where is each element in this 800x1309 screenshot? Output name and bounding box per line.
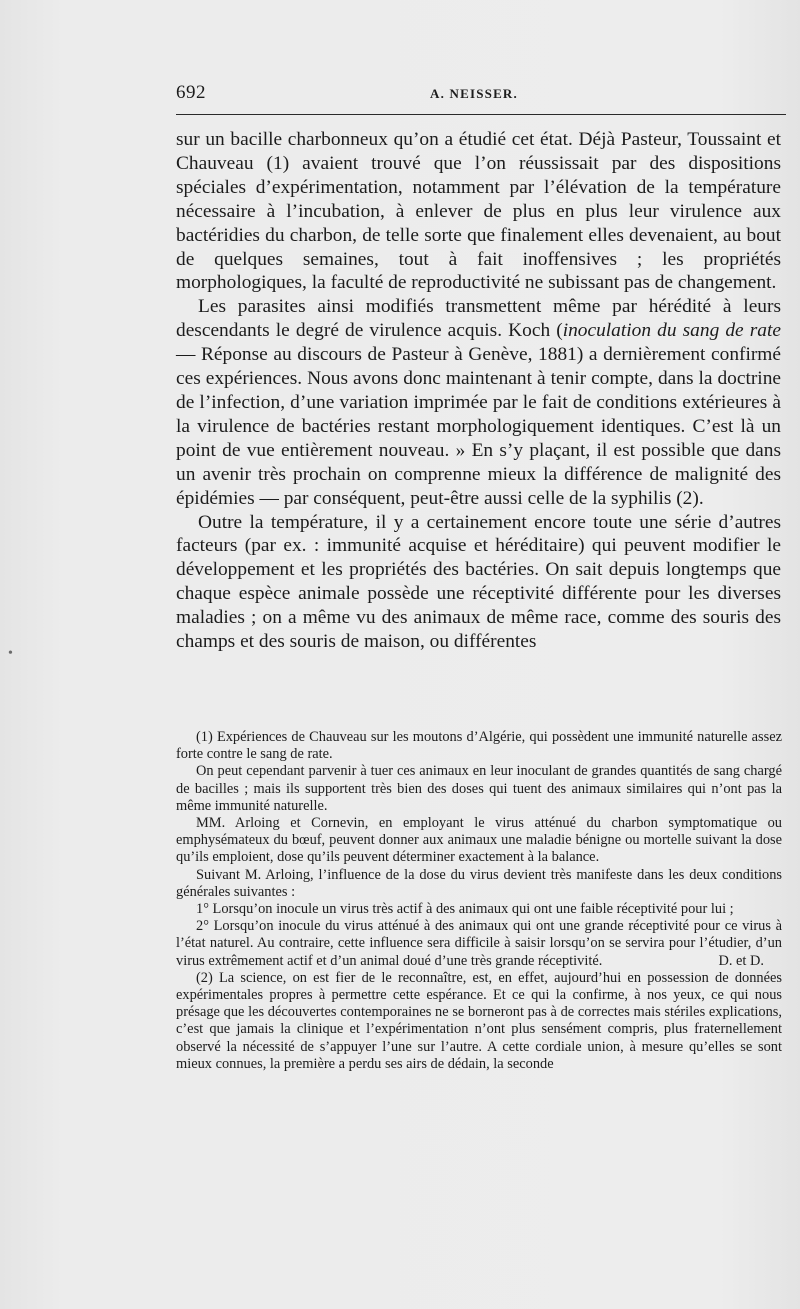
paragraph-2-part-a: Les parasites ainsi modifiés transmettent même par hérédité à leurs descendants le degré de virulence acquis. Koch ( [176,296,781,342]
footnote-1-cont-c: Suivant M. Arloing, l’influence de la dose du virus devient très manifeste dans les deux conditions générales suivantes : [176,866,782,900]
page-number: 692 [176,82,206,103]
paragraph-2-part-b: — Réponse au discours de Pasteur à Genève, 1881) a dernièrement confirmé ces expériences. Nous avons donc maintenant à tenir compte, dans la doctrine de l’infection, d’une variation imprimée par le fait de conditions extérieures à la virulence de bactéries restant morphologiquement identiques. C’est là un point de vue entièrement nouveau. » En s’y plaçant, il est possible que dans un avenir très prochain on comprenne mieux la différence de malignité des épidémies — par conséquent, peut-être aussi celle de la syphilis (2). [176,344,781,509]
footnote-1-cont-a: On peut cependant parvenir à tuer ces animaux en leur inoculant de grandes quantités de sang chargé de bacilles ; mais ils supportent très bien des doses qui tuent des animaux similaires qui n’ont pas la même immunité naturelle. [176,763,782,814]
paragraph-3: Outre la température, il y a certainement encore toute une série d’autres facteurs (par ex. : immunité acquise et héréditaire) qui peuvent modifier le développement et les propriétés des bactéries. On sait depuis longtemps que chaque espèce animale possède une réceptivité différente pour les diverses maladies ; on a même vu des animaux de même race, comme des souris des champs et des souris de maison, ou différentes [176,511,781,653]
running-head: A. NEISSER. [430,86,518,101]
footnote-1: (1) Expériences de Chauveau sur les moutons d’Algérie, qui possèdent une immunité naturelle assez forte contre le sang de rate. [176,729,782,763]
paragraph-1: sur un bacille charbonneux qu’on a étudié cet état. Déjà Pasteur, Toussaint et Chauveau (1) avaient trouvé que l’on réussissait par des dispositions spéciales d’expérimentation, notamment par l’élévation de la température nécessaire à l’incubation, à enlever de plus en plus leur virulence aux bactéridies du charbon, de telle sorte que finalement elles devenaient, au bout de quelques semaines, tout à fait inoffensives ; les propriétés morphologiques, la faculté de reproductivité ne subissant pas de changement. [176,129,781,294]
paragraph-2 [176,295,781,510]
footnote-2: (2) La science, on est fier de le reconnaître, est, en effet, aujourd’hui en possession de données expérimentales propres à permettre cette espérance. Et ce qui la confirme, à nos yeux, ce qui nous présage que les découvertes contemporaines ne se borneront pas à de correctes mais stériles explications, c’est que jamais la clinique et l’expérimentation n’ont plus sensément compris, plus fraternellement observé la nécessité de s’appuyer l’une sur l’autre. A cette cordiale union, à mesure qu’elles se sont mieux connues, la première a perdu ses airs de dédain, la seconde [176,969,782,1072]
main-text [176,128,781,654]
header-rule [176,114,786,115]
page-header [176,82,782,108]
margin-mark: • [8,646,13,661]
paragraph-2-italic: inoculation du sang de rate [562,320,781,342]
footnote-1-item-2: 2° Lorsqu’on inocule du virus atténué à des animaux qui ont une grande réceptivité pour ce virus à l’état naturel. Au contraire, cette influence sera difficile à saisir lorsqu’on se servira pour l’étudier, d’un virus extrêmement actif et d’un animal doué d’une très grande réceptivité. [176,918,782,969]
footnote-signature: D. et D. [718,952,764,969]
footnote-1-cont-b: MM. Arloing et Cornevin, en employant le virus atténué du charbon symptomatique ou emphysémateux du bœuf, peuvent donner aux animaux une maladie bénigne ou mortelle suivant la dose qu’ils emploient, dose qu’ils peuvent déterminer exactement à la balance. [176,815,782,866]
footnote-1-item-1: 1° Lorsqu’on inocule un virus très actif à des animaux qui ont une faible réceptivité pour lui ; [196,901,734,918]
footnotes [176,729,782,1073]
